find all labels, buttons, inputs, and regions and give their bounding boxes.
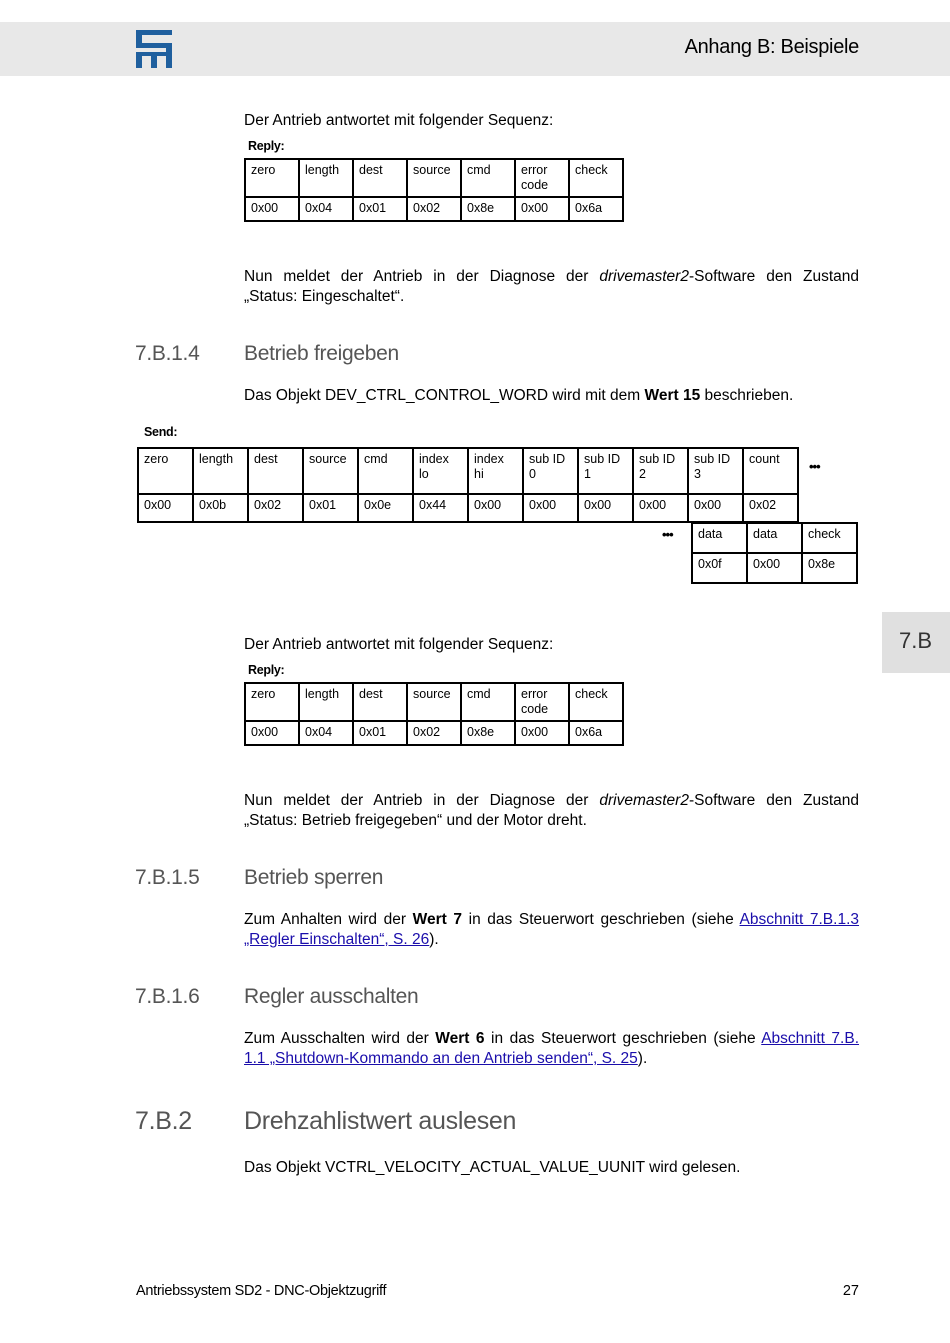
table-row: [692, 553, 857, 583]
section-paragraph: [244, 1029, 859, 1069]
chapter-tab[interactable]: [882, 612, 950, 673]
status-paragraph: [244, 267, 859, 307]
table-header-cell: cmd: [461, 159, 515, 197]
table-header-cell: index hi: [468, 448, 523, 494]
table-cell: 0x00: [468, 494, 523, 522]
table-row: [245, 159, 623, 197]
table-cell: 0x02: [407, 721, 461, 745]
cross-reference-link[interactable]: „Regler Einschalten“, S. 26: [244, 931, 430, 948]
chapter-tab-label: 7.B: [899, 628, 933, 653]
table-header-cell: dest: [248, 448, 303, 494]
table-header-cell: index lo: [413, 448, 468, 494]
cross-reference-link[interactable]: Abschnitt 7.B.: [761, 1030, 860, 1047]
table-row: [138, 448, 798, 494]
table-cell: 0x00: [633, 494, 688, 522]
reply-intro-text: Der Antrieb antwortet mit folgender Sequenz:: [244, 112, 554, 129]
continuation-dots: •••: [809, 459, 820, 474]
table-header-cell: zero: [245, 159, 299, 197]
table-cell: 0x00: [688, 494, 743, 522]
send-label: Send:: [144, 425, 178, 439]
value-emphasis: Wert 15: [644, 387, 701, 404]
status-paragraph: [244, 791, 859, 831]
table-row: [138, 494, 798, 522]
table-cell: 0x02: [743, 494, 798, 522]
section-number: 7.B.1.6: [135, 985, 200, 1008]
status-text: -Software den Zustand: [688, 268, 859, 285]
table-header-cell: source: [407, 159, 461, 197]
paragraph-text: ).: [637, 1050, 648, 1067]
send-table: [137, 447, 799, 523]
section-number: 7.B.1.4: [135, 342, 200, 365]
section-number: 7.B.2: [135, 1107, 192, 1135]
reply-table: [244, 158, 624, 222]
table-cell: 0x0e: [358, 494, 413, 522]
status-text-line2: „Status: Eingeschaltet“.: [244, 288, 405, 305]
software-name: drivemaster2: [599, 792, 689, 809]
section-paragraph: Das Objekt VCTRL_VELOCITY_ACTUAL_VALUE_UUNIT wird gelesen.: [244, 1159, 741, 1176]
table-cell: 0x6a: [569, 721, 623, 745]
header-title: Anhang B: Beispiele: [684, 36, 859, 58]
status-text: Nun meldet der Antrieb in der Diagnose der: [244, 268, 600, 285]
table-cell: 0x01: [303, 494, 358, 522]
table-cell: 0x8e: [461, 197, 515, 221]
table-header-cell: data: [747, 523, 802, 553]
table-cell: 0x00: [515, 721, 569, 745]
continuation-dots: •••: [662, 527, 673, 542]
table-cell: 0x00: [578, 494, 633, 522]
section-paragraph: [244, 386, 793, 406]
paragraph-text: Zum Anhalten wird der: [244, 911, 413, 928]
table-cell: 0x04: [299, 721, 353, 745]
paragraph-text: beschrieben.: [700, 387, 794, 404]
table-cell: 0x01: [353, 197, 407, 221]
software-name: drivemaster2: [599, 268, 689, 285]
table-row: [692, 523, 857, 553]
table-header-cell: check: [802, 523, 857, 553]
table-header-cell: check: [569, 683, 623, 721]
table-row: [245, 197, 623, 221]
paragraph-text: in das Steuerwort geschrieben (siehe: [462, 911, 740, 928]
table-cell: 0x00: [245, 721, 299, 745]
table-cell: 0x00: [138, 494, 193, 522]
table-cell: 0x0f: [692, 553, 747, 583]
table-row: [245, 721, 623, 745]
table-header-cell: cmd: [461, 683, 515, 721]
paragraph-text: Zum Ausschalten wird der: [244, 1030, 436, 1047]
table-header-cell: dest: [353, 159, 407, 197]
table-header-cell: error code: [515, 159, 569, 197]
table-cell: 0x00: [747, 553, 802, 583]
table-header-cell: length: [299, 159, 353, 197]
page-number: 27: [842, 1283, 859, 1299]
cross-reference-link[interactable]: Abschnitt 7.B.1.3: [739, 911, 860, 928]
table-cell: 0x02: [407, 197, 461, 221]
table-header-cell: sub ID 1: [578, 448, 633, 494]
table-cell: 0x6a: [569, 197, 623, 221]
table-cell: 0x01: [353, 721, 407, 745]
value-emphasis: Wert 7: [412, 911, 463, 928]
status-text: -Software den Zustand: [688, 792, 859, 809]
cross-reference-link[interactable]: 1.1 „Shutdown-Kommando an den Antrieb senden“, S. 25: [244, 1050, 638, 1067]
section-number: 7.B.1.5: [135, 866, 200, 889]
reply-label: Reply:: [248, 663, 285, 677]
table-cell: 0x00: [523, 494, 578, 522]
footer-document-title: Antriebssystem SD2 - DNC-Objektzugriff: [136, 1283, 387, 1299]
section-title: Drehzahlistwert auslesen: [244, 1107, 517, 1135]
status-text: Nun meldet der Antrieb in der Diagnose der: [244, 792, 600, 809]
table-header-cell: dest: [353, 683, 407, 721]
table-row: [245, 683, 623, 721]
table-header-cell: sub ID 3: [688, 448, 743, 494]
table-header-cell: source: [407, 683, 461, 721]
table-header-cell: cmd: [358, 448, 413, 494]
table-header-cell: source: [303, 448, 358, 494]
paragraph-text: ).: [429, 931, 439, 948]
value-emphasis: Wert 6: [435, 1030, 485, 1047]
section-title: Betrieb freigeben: [244, 342, 399, 365]
section-title: Regler ausschalten: [244, 985, 419, 1008]
reply-table: [244, 682, 624, 746]
table-header-cell: length: [193, 448, 248, 494]
table-header-cell: sub ID 2: [633, 448, 688, 494]
table-header-cell: error code: [515, 683, 569, 721]
section-paragraph: [244, 910, 859, 950]
table-cell: 0x0b: [193, 494, 248, 522]
reply-label: Reply:: [248, 139, 285, 153]
status-text-line2: „Status: Betrieb freigegeben“ und der Motor dreht.: [244, 812, 587, 829]
table-cell: 0x8e: [461, 721, 515, 745]
table-cell: 0x00: [245, 197, 299, 221]
table-cell: 0x8e: [802, 553, 857, 583]
table-header-cell: data: [692, 523, 747, 553]
table-header-cell: zero: [138, 448, 193, 494]
paragraph-text: Das Objekt DEV_CTRL_CONTROL_WORD wird mit dem: [244, 387, 645, 404]
section-title: Betrieb sperren: [244, 866, 384, 889]
table-cell: 0x02: [248, 494, 303, 522]
reply-intro-text: Der Antrieb antwortet mit folgender Sequenz:: [244, 636, 554, 653]
table-header-cell: sub ID 0: [523, 448, 578, 494]
table-cell: 0x04: [299, 197, 353, 221]
table-header-cell: zero: [245, 683, 299, 721]
table-header-cell: count: [743, 448, 798, 494]
table-cell: 0x00: [515, 197, 569, 221]
table-header-cell: length: [299, 683, 353, 721]
send-table-continuation: [691, 522, 858, 584]
table-cell: 0x44: [413, 494, 468, 522]
company-logo-icon: [136, 30, 172, 68]
paragraph-text: in das Steuerwort geschrieben (siehe: [484, 1030, 762, 1047]
table-header-cell: check: [569, 159, 623, 197]
